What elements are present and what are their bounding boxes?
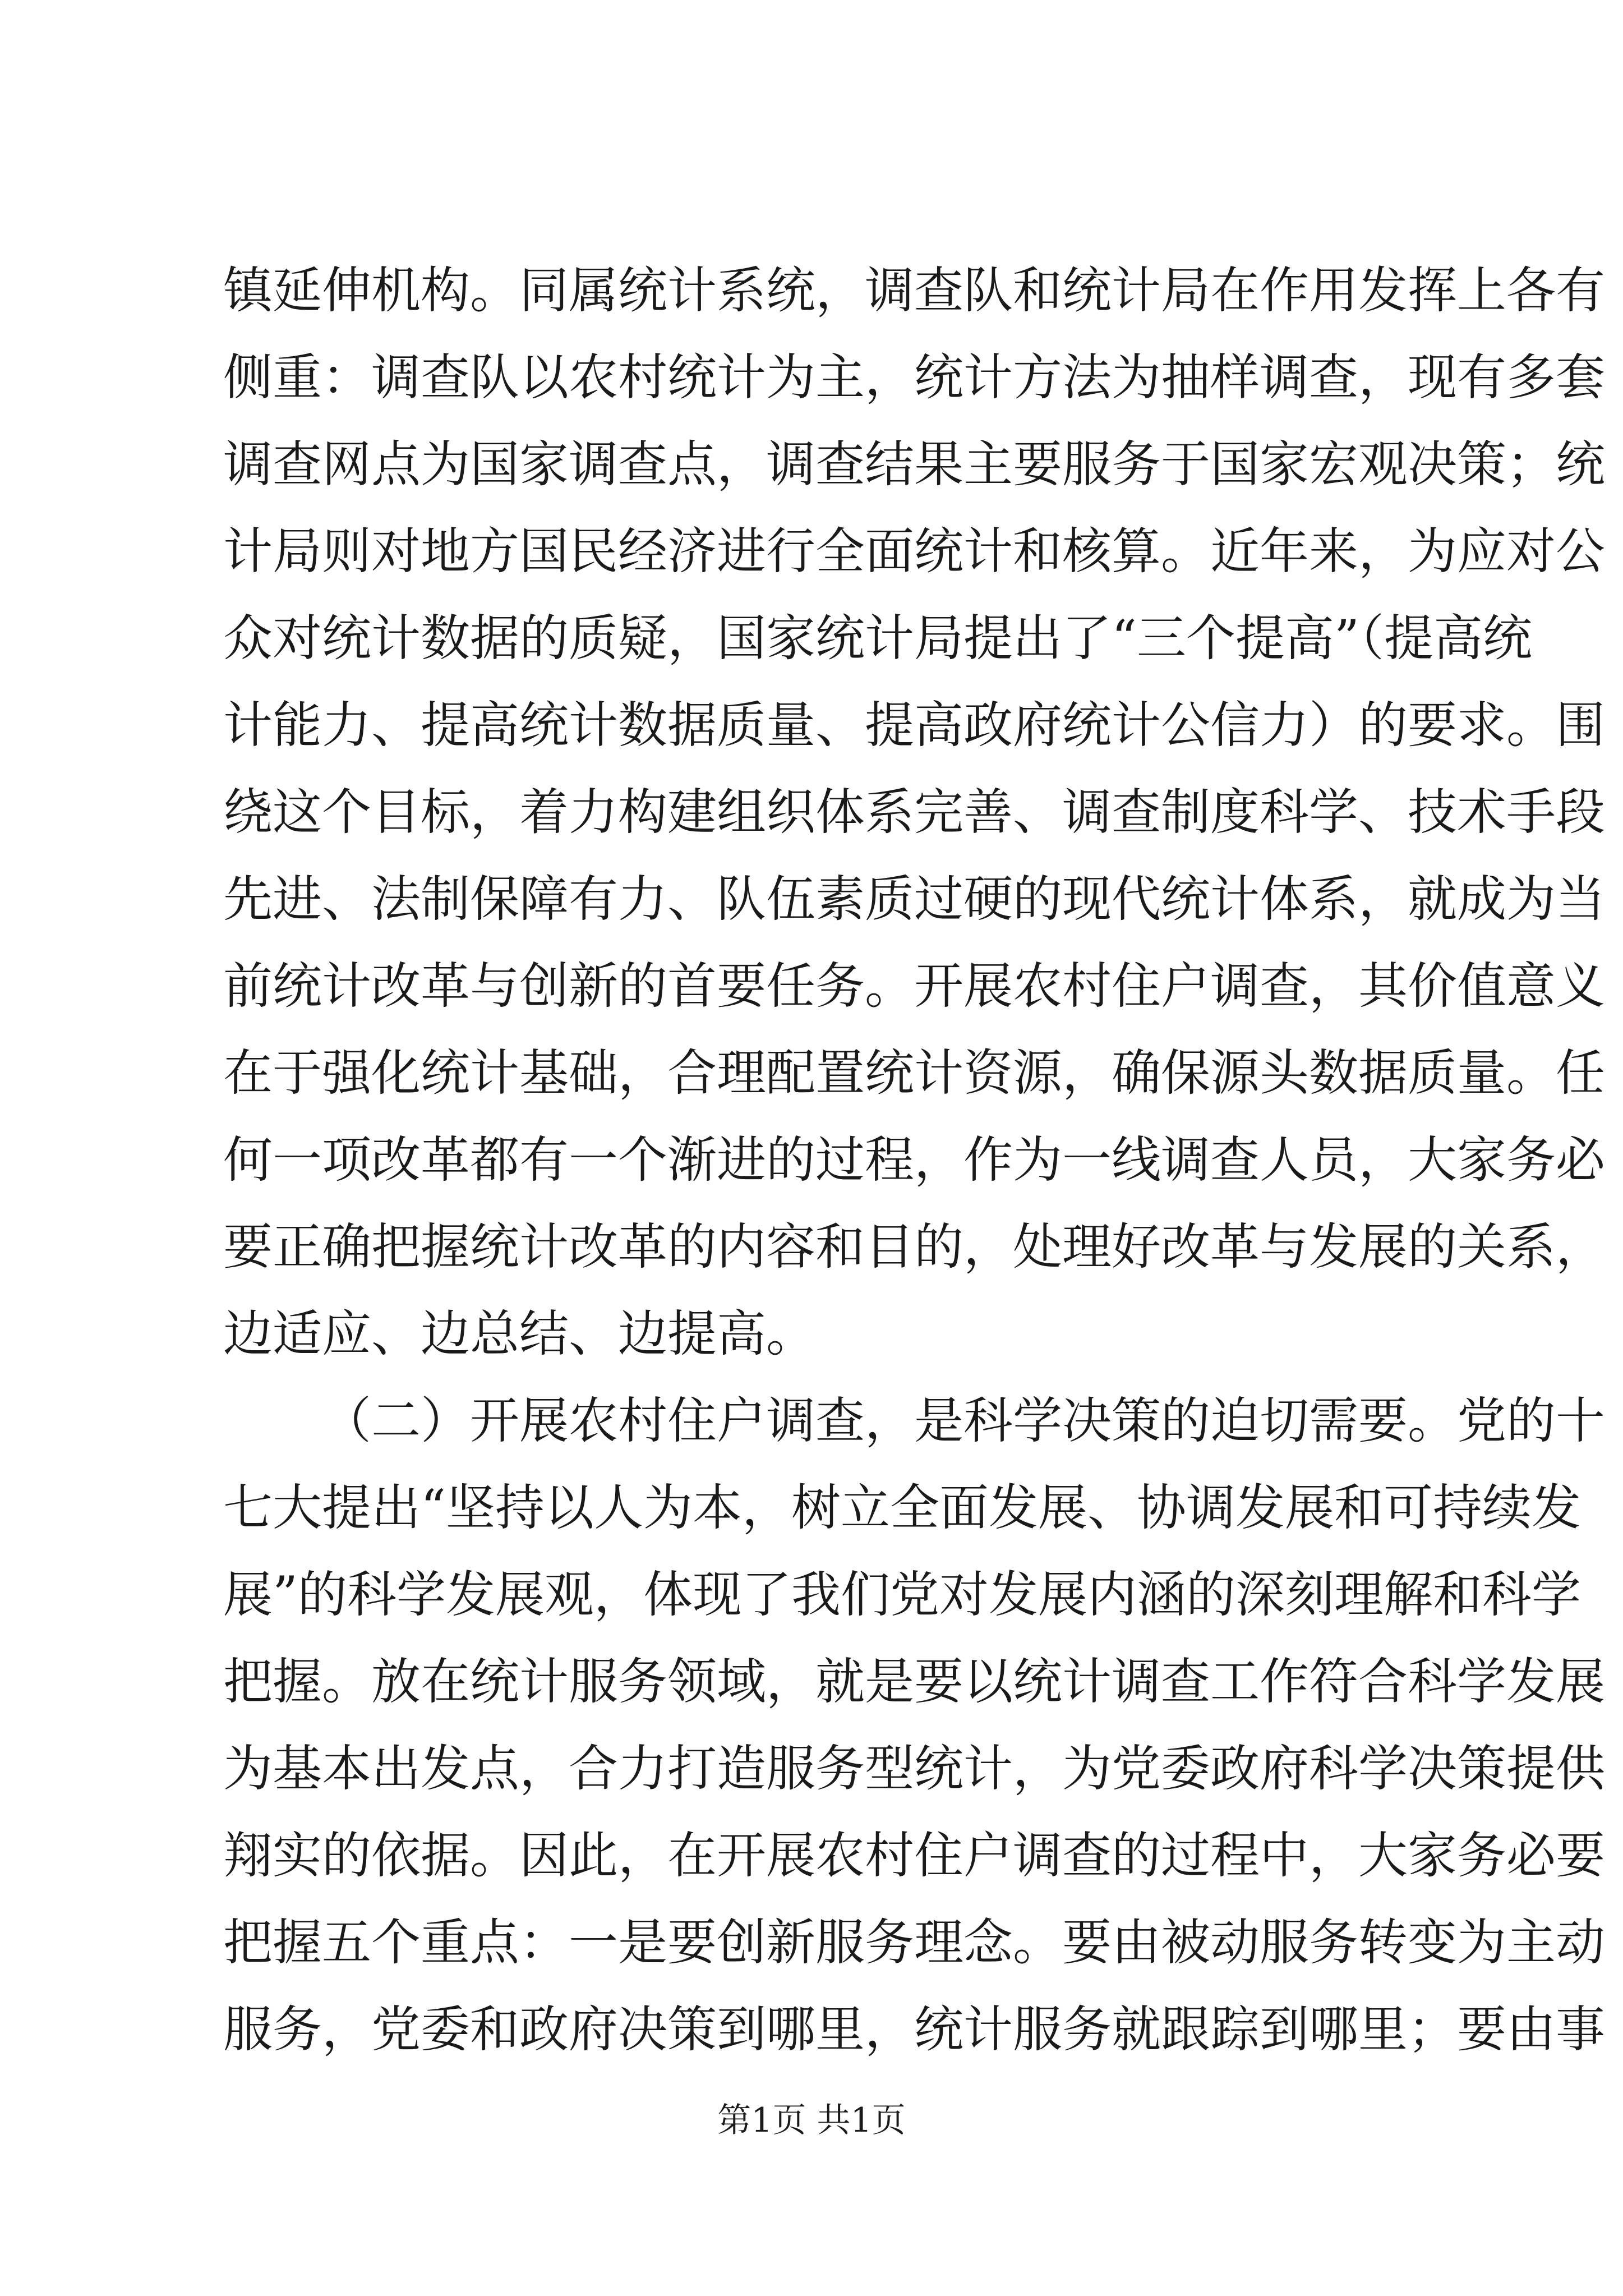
paragraph-1-line-12: 要正确把握统计改革的内容和目的，处理好改革与发展的关系，: [223, 1218, 1606, 1276]
paragraph-1-line-2: 侧重：调查队以农村统计为主，统计方法为抽样调查，现有多套: [223, 348, 1606, 406]
paragraph-1-line-9: 前统计改革与创新的首要任务。开展农村住户调查，其价值意义: [223, 957, 1606, 1015]
paragraph-2-line-1: （二）开展农村住户调查，是科学决策的迫切需要。党的十: [322, 1392, 1606, 1450]
paragraph-1-line-11: 何一项改革都有一个渐进的过程，作为一线调查人员，大家务必: [223, 1131, 1606, 1189]
paragraph-1-line-6: 计能力、提高统计数据质量、提高政府统计公信力）的要求。围: [223, 696, 1606, 754]
paragraph-2-line-8: 服务，党委和政府决策到哪里，统计服务就跟踪到哪里；要由事: [223, 2000, 1606, 2058]
paragraph-2-line-4: 把握。放在统计服务领域，就是要以统计调查工作符合科学发展: [223, 1653, 1606, 1710]
paragraph-2-line-2: 七大提出“坚持以人为本，树立全面发展、协调发展和可持续发: [223, 1479, 1581, 1536]
page-footer: 第1页 共1页: [717, 2101, 906, 2140]
paragraph-1-line-1: 镇延伸机构。同属统计系统，调查队和统计局在作用发挥上各有: [223, 261, 1606, 319]
paragraph-1-line-10: 在于强化统计基础，合理配置统计资源，确保源头数据质量。任: [223, 1044, 1606, 1102]
paragraph-2-line-5: 为基本出发点，合力打造服务型统计，为党委政府科学决策提供: [223, 1740, 1606, 1797]
paragraph-1-line-8: 先进、法制保障有力、队伍素质过硬的现代统计体系，就成为当: [223, 870, 1606, 928]
paragraph-2-line-7: 把握五个重点：一是要创新服务理念。要由被动服务转变为主动: [223, 1913, 1606, 1971]
paragraph-1-line-7: 绕这个目标，着力构建组织体系完善、调查制度科学、技术手段: [223, 783, 1606, 841]
paragraph-1-line-3: 调查网点为国家调查点，调查结果主要服务于国家宏观决策；统: [223, 435, 1606, 493]
paragraph-2-line-3: 展”的科学发展观，体现了我们党对发展内涵的深刻理解和科学: [223, 1566, 1581, 1623]
paragraph-2-line-6: 翔实的依据。因此，在开展农村住户调查的过程中，大家务必要: [223, 1826, 1606, 1884]
paragraph-1-line-4: 计局则对地方国民经济进行全面统计和核算。近年来，为应对公: [223, 522, 1606, 580]
paragraph-1-line-13: 边适应、边总结、边提高。: [223, 1305, 816, 1363]
paragraph-1-line-5: 众对统计数据的质疑，国家统计局提出了“三个提高”（提高统: [223, 609, 1532, 667]
